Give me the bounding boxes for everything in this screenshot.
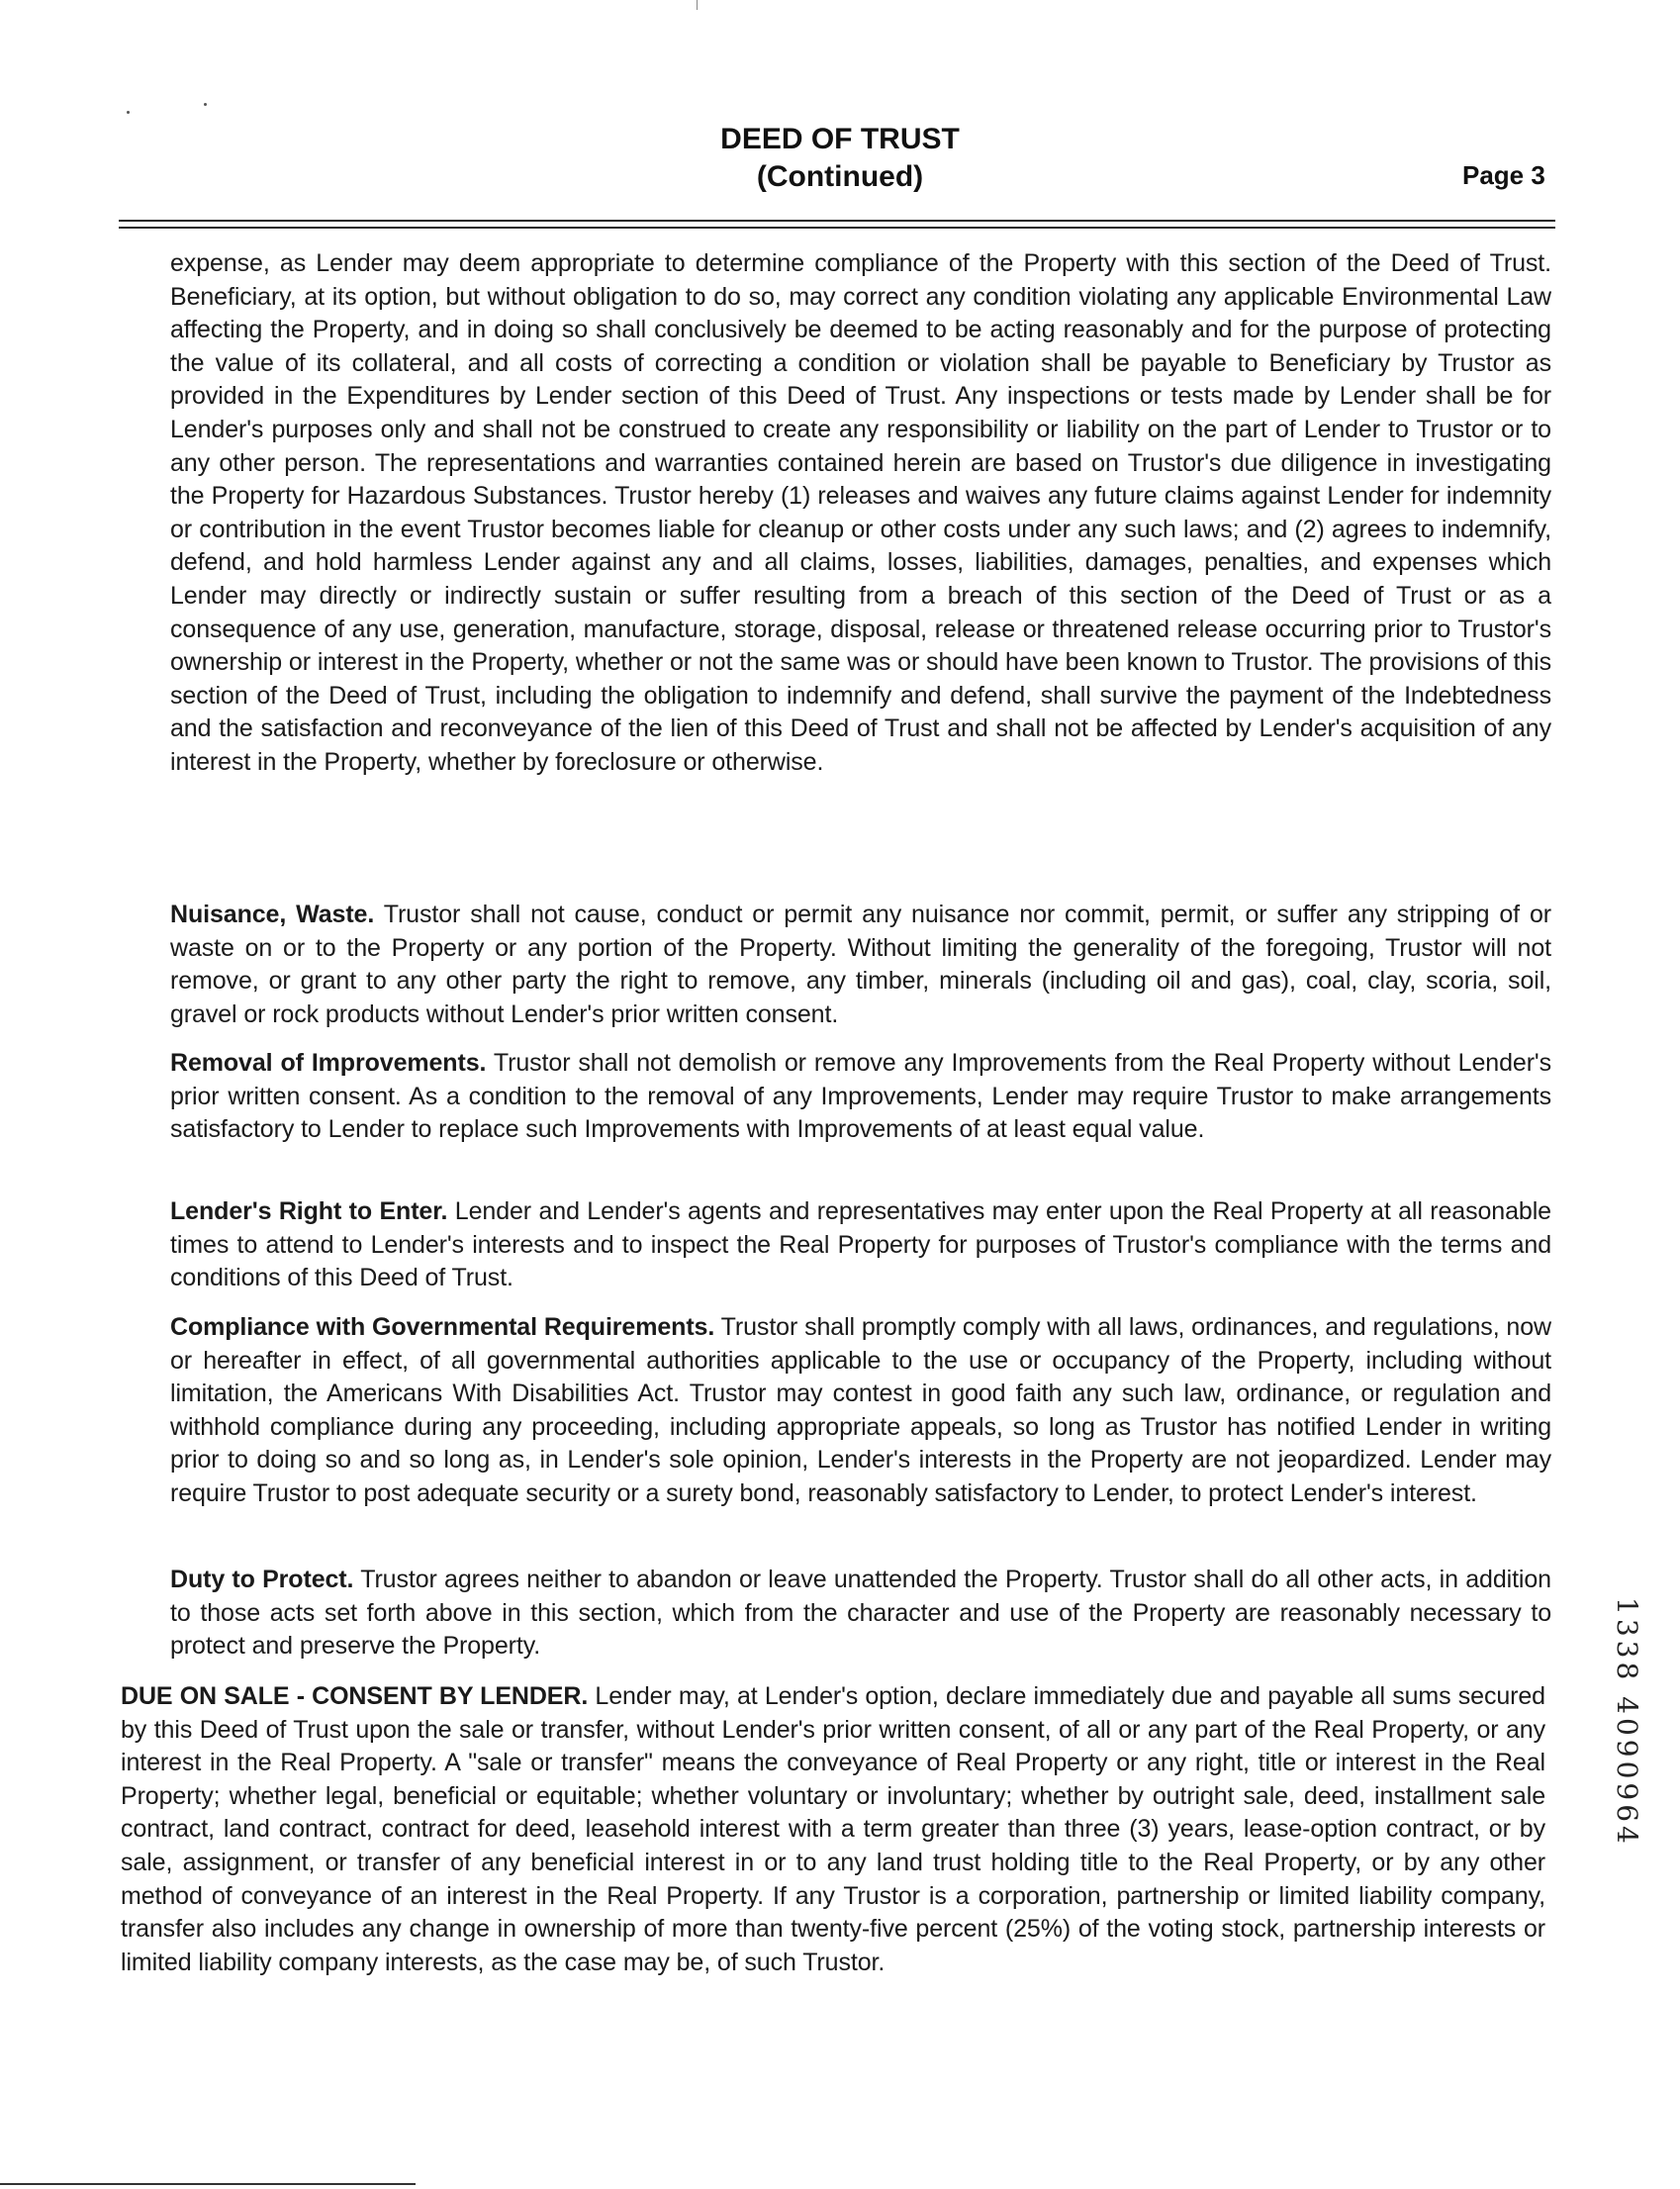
title-line: DEED OF TRUST [720,123,960,155]
scan-bottom-line [0,2183,416,2185]
nuisance-waste-paragraph [170,899,1551,1031]
scan-speck [127,111,130,114]
paragraph-heading: Duty to Protect. [170,1566,354,1593]
duty-to-protect-paragraph [170,1564,1551,1664]
removal-of-improvements-paragraph [170,1047,1551,1147]
recording-number-stamp: 1338 4090964 [1611,1597,1643,1848]
paragraph-heading: DUE ON SALE - CONSENT BY LENDER. [121,1682,589,1710]
scan-mark [697,0,698,10]
due-on-sale-paragraph [121,1680,1545,1979]
page-number: Page 3 [1462,160,1545,190]
paragraph-text: Trustor shall promptly comply with all laws, ordinances, and regulations, now or hereafter in effect, of all governmental authorities applicable to the use or occupancy of the Property, including without limitation, the Americans With Disabilities Act. Trustor may contest in good faith any such law, ordinance, or regulation and withhold compliance during any proceeding, including appropriate appeals, so long as Trustor has notified Lender in writing prior to doing so and so long as, in Lender's sole opinion, Lender's interests in the Property are not jeopardized. Lender may require Trustor to post adequate security or a surety bond, reasonably satisfactory to Lender, to protect Lender's interest. [170,1313,1551,1507]
paragraph-heading: Compliance with Governmental Requirements. [170,1313,715,1341]
paragraph-text: Trustor agrees neither to abandon or leave unattended the Property. Trustor shall do all other acts, in addition to those acts set forth above in this section, which from the character and use of the Property are reasonably necessary to protect and preserve the Property. [170,1566,1551,1661]
paragraph-heading: Lender's Right to Enter. [170,1197,448,1225]
subtitle-line: (Continued) [756,160,924,193]
governmental-compliance-paragraph [170,1311,1551,1511]
environmental-paragraph [170,247,1551,780]
paragraph-text: Lender and Lender's agents and representatives may enter upon the Real Property at all reasonable times to attend to Lender's interests and to inspect the Real Property for purposes of Trustor's compliance with the terms and conditions of this Deed of Trust. [170,1197,1551,1292]
paragraph-text: Trustor shall not demolish or remove any Improvements from the Real Property without Lender's prior written consent. As a condition to the removal of any Improvements, Lender may require Trustor to make arrangements satisfactory to Lender to replace such Improvements with Improvements of at least equal value. [170,1049,1551,1144]
paragraph-text: Trustor shall not cause, conduct or permit any nuisance nor commit, permit, or suffer any stripping of or waste on or to the Property or any portion of the Property. Without limiting the generality of the foregoing, Trustor will not remove, or grant to any other party the right to remove, any timber, minerals (including oil and gas), coal, clay, scoria, soil, gravel or rock products without Lender's prior written consent. [170,901,1551,1028]
right-to-enter-paragraph [170,1195,1551,1295]
paragraph-text: Lender may, at Lender's option, declare immediately due and payable all sums secured by this Deed of Trust upon the sale or transfer, without Lender's prior written consent, of all or any part of the Real Property, or any interest in the Real Property. A "sale or transfer" means the conveyance of Real Property or any right, title or interest in the Real Property; whether legal, beneficial or equitable; whether voluntary or involuntary; whether by outright sale, deed, installment sale contract, land contract, contract for deed, leasehold interest with a term greater than three (3) years, lease-option contract, or by sale, assignment, or transfer of any beneficial interest in or to any land trust holding title to the Real Property, or by any other method of conveyance of an interest in the Real Property. If any Trustor is a corporation, partnership or limited liability company, transfer also includes any change in ownership of more than twenty-five percent (25%) of the voting stock, partnership interests or limited liability company interests, as the case may be, of such Trustor. [121,1682,1545,1976]
paragraph-text: expense, as Lender may deem appropriate to determine compliance of the Property with this section of the Deed of Trust. Beneficiary, at its option, but without obligation to do so, may correct any condition violating any applicable Environmental Law affecting the Property, and in doing so shall conclusively be deemed to be acting reasonably and for the purpose of protecting the value of its collateral, and all costs of correcting a condition or violation shall be payable to Beneficiary by Trustor as provided in the Expenditures by Lender section of this Deed of Trust. Any inspections or tests made by Lender shall be for Lender's purposes only and shall not be construed to create any responsibility or liability on the part of Lender to Trustor or to any other person. The representations and warranties contained herein are based on Trustor's due diligence in investigating the Property for Hazardous Substances. Trustor hereby (1) releases and waives any future claims against Lender for indemnity or contribution in the event Trustor becomes liable for cleanup or other costs under any such laws; and (2) agrees to indemnify, defend, and hold harmless Lender against any and all claims, losses, liabilities, damages, penalties, and expenses which Lender may directly or indirectly sustain or suffer resulting from a breach of this section of the Deed of Trust or as a consequence of any use, generation, manufacture, storage, disposal, release or threatened release occurring prior to Trustor's ownership or interest in the Property, whether or not the same was or should have been known to Trustor. The provisions of this section of the Deed of Trust, including the obligation to indemnify and defend, shall survive the payment of the Indebtedness and the satisfaction and reconveyance of the lien of this Deed of Trust and shall not be affected by Lender's acquisition of any interest in the Property, whether by foreclosure or otherwise. [170,249,1551,776]
scan-speck [204,103,207,106]
paragraph-heading: Nuisance, Waste. [170,901,375,928]
document-title [0,121,1680,196]
header-rule-top [119,220,1555,222]
header-rule-bottom [119,227,1555,229]
paragraph-heading: Removal of Improvements. [170,1049,487,1077]
